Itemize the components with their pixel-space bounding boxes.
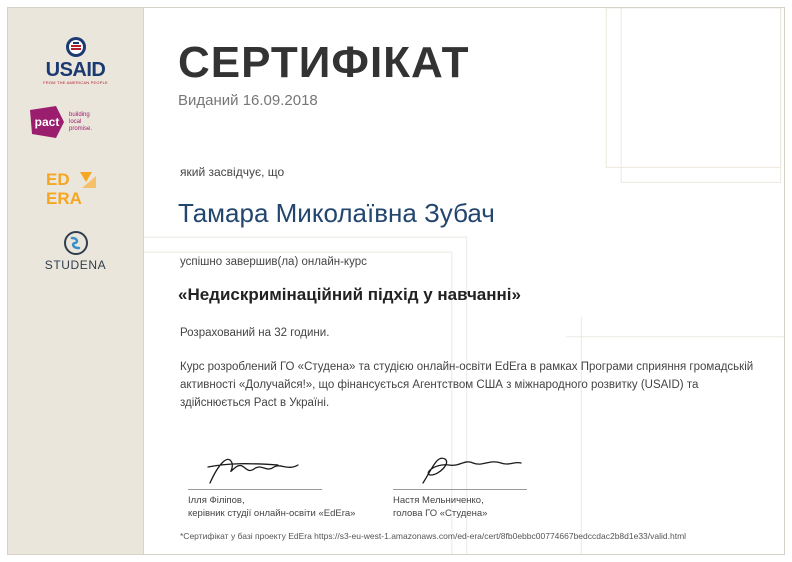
signature-1-role: керівник студії онлайн-освіти «EdEra» — [188, 508, 356, 519]
studena-wordmark: STUDENA — [44, 258, 107, 272]
pact-tagline-line: local — [69, 118, 82, 125]
signature-1-line — [188, 489, 322, 490]
edera-line1: ED — [46, 170, 70, 189]
edera-logo — [36, 166, 116, 208]
usaid-logo — [8, 36, 143, 85]
pact-badge-icon — [26, 104, 66, 140]
pact-tagline-line: building — [69, 111, 90, 118]
course-description: Курс розроблений ГО «Студена» та студією онлайн-освіти EdEra в рамках Програми сприяння громадській активності «Долучайся!», що фінансується Агентством США з міжнародного розвитку (USAID) та здійснюється Pact в Україні. — [180, 361, 754, 409]
signature-2-role: голова ГО «Студена» — [393, 508, 488, 519]
signature-1-name: Ілля Філіпов, — [188, 495, 245, 506]
edera-line2: ERA — [46, 189, 82, 208]
signature-block-2 — [393, 445, 527, 520]
pact-tagline — [69, 112, 92, 133]
verification-footnote: *Сертифікат у базі проекту EdEra https://s3-eu-west-1.amazonaws.com/ed-era/cert/8fb0ebbc00774667bedccdac2b8d1e33/valid.html — [180, 531, 687, 541]
studena-drop-icon — [63, 230, 89, 256]
signature-2-name: Настя Мельниченко, — [393, 495, 484, 506]
recipient-name: Тамара Миколаївна Зубач — [178, 198, 495, 228]
completion-text: успішно завершив(ла) онлайн-курс — [180, 256, 367, 268]
course-title: «Недискримінаційний підхід у навчанні» — [178, 285, 521, 304]
witness-text: який засвідчує, що — [180, 165, 285, 179]
pact-tagline-line: promise. — [69, 125, 93, 132]
usaid-wordmark: USAID — [45, 59, 106, 81]
logo-sidebar — [8, 8, 144, 554]
signature-block-1 — [188, 445, 355, 520]
signature-1-scribble — [188, 445, 322, 487]
pact-logo — [26, 104, 126, 140]
certificate-title: СЕРТИФІКАТ — [178, 38, 470, 87]
pact-wordmark: pact — [34, 115, 60, 129]
signature-1-caption — [188, 494, 355, 520]
signature-2-line — [393, 489, 527, 490]
signature-2-scribble — [393, 445, 527, 487]
studena-logo — [8, 230, 143, 272]
usaid-seal-icon — [65, 36, 87, 58]
course-hours: Розрахований на 32 години. — [180, 327, 330, 339]
issue-date: Виданий 16.09.2018 — [178, 92, 318, 109]
usaid-subtitle: FROM THE AMERICAN PEOPLE — [43, 80, 108, 85]
signature-2-caption — [393, 494, 527, 520]
